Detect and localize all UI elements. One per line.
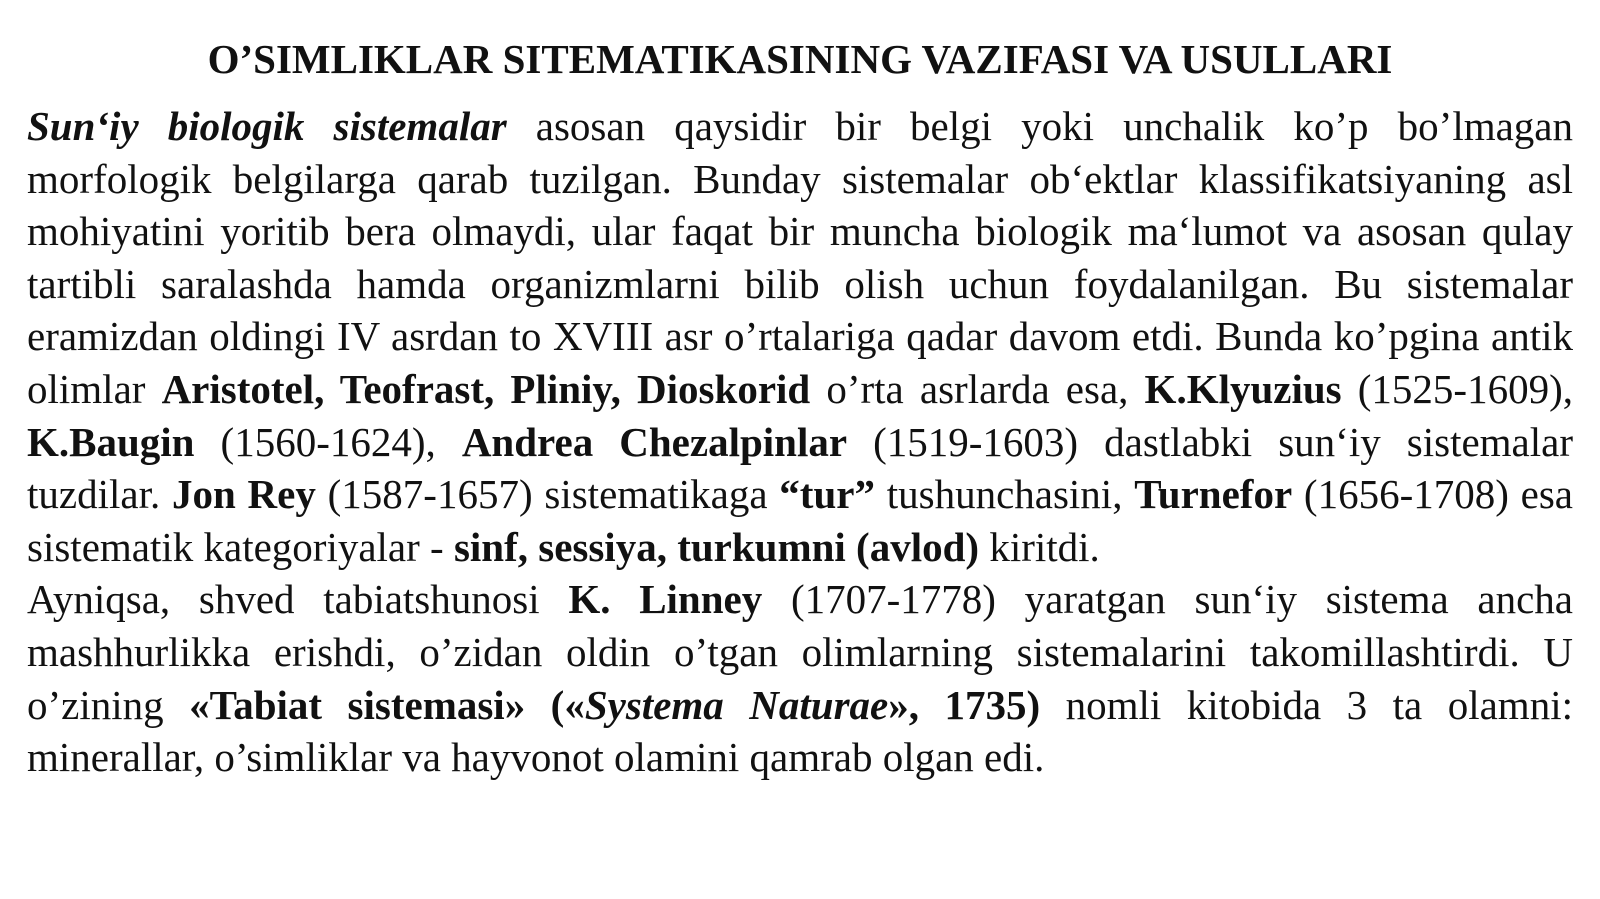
body-text bbox=[27, 100, 1573, 784]
book-year: », 1735) bbox=[888, 681, 1041, 728]
term-categories: sinf, sessiya, turkumni (avlod) bbox=[453, 523, 980, 570]
text-run: asosan qaysidir bir belgi yoki unchalik ko’p bo’lmagan morfologik belgilarga qarab tuzilgan. Bunday sistemalar ob‘ektlar klassifikatsiyaning asl mohiyatini yoritib bera olmaydi, ular faqat bir muncha biologik ma‘lumot va asosan qulay tartibli saralashda hamda organizmlarni bilib olish uchun foydalanilgan. Bu sistemalar eramizdan oldingi IV asrdan to XVIII asr o’rtalariga qadar davom etdi. Bunda ko’pgina antik olimlar bbox=[27, 103, 1573, 412]
text-run: tushunchasini, bbox=[874, 471, 1135, 518]
paragraph-1 bbox=[27, 100, 1573, 573]
book-title-uzbek: «Tabiat sistemasi» (« bbox=[189, 681, 585, 728]
name-turnefor: Turnefor bbox=[1134, 471, 1293, 518]
text-run: o’rta asrlarda esa, bbox=[810, 365, 1145, 412]
page-title: O’SIMLIKLAR SITEMATIKASINING VAZIFASI VA USULLARI bbox=[207, 36, 1393, 82]
name-linney: K. Linney bbox=[568, 576, 763, 623]
book-title-latin: Systema Naturae bbox=[584, 681, 889, 728]
term-tur: “tur” bbox=[779, 471, 875, 518]
paragraph-2 bbox=[27, 573, 1573, 783]
slide-content bbox=[27, 32, 1573, 784]
text-run: (1707-1778) yaratgan sun‘iy sistema ancha mashhurlikka erishdi, o’zidan oldin o’tgan olimlarning sistemalarini takomillashtirdi. U o’zining bbox=[27, 576, 1573, 728]
name-chezalpinlar: Andrea Chezalpinlar bbox=[461, 418, 848, 465]
text-run: kiritdi. bbox=[979, 523, 1100, 570]
text-run: (1519-1603) dastlabki sun‘iy sistemalar tuzdilar. bbox=[27, 418, 1573, 518]
term-artificial-systems: Sun‘iy biologik sistemalar bbox=[27, 103, 507, 149]
names-ancient-scholars: Aristotel, Teofrast, Pliniy, Dioskorid bbox=[161, 365, 811, 412]
text-run: Ayniqsa, shved tabiatshunosi bbox=[27, 576, 569, 623]
name-baugin: K.Baugin bbox=[27, 418, 195, 465]
text-run: nomli kitobida 3 ta olamni: minerallar, o’simliklar va hayvonot olamini qamrab olgan edi. bbox=[27, 681, 1573, 781]
text-run: (1656-1708) esa sistematik kategoriyalar - bbox=[27, 471, 1574, 570]
text-run: (1525-1609), bbox=[1341, 365, 1573, 412]
text-run: (1587-1657) sistematikaga bbox=[315, 471, 780, 518]
name-klyuzius: K.Klyuzius bbox=[1144, 365, 1342, 412]
name-jon-rey: Jon Rey bbox=[171, 471, 316, 518]
text-run: (1560-1624), bbox=[194, 418, 462, 465]
